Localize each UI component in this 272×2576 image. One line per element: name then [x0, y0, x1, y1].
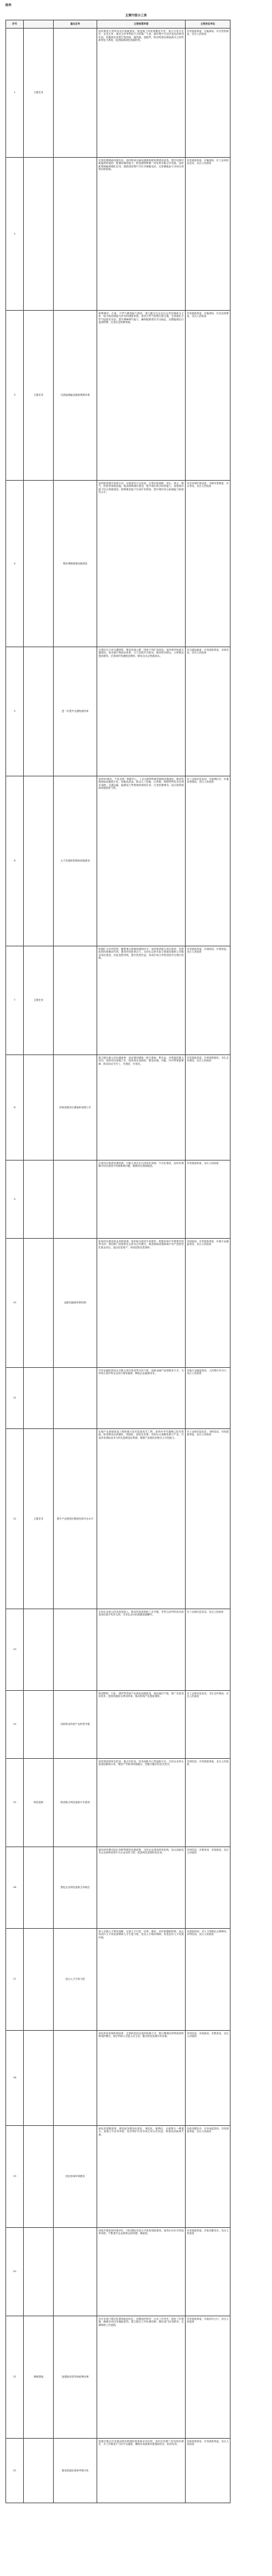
- row-owners: 市住房城乡建设委、市城市管理委、市水务局，各区人民政府: [186, 481, 231, 647]
- row-measures: 完善项目推进协调机制，对重大项目实行清单化管理、节点化推进，及时协调解决项目建设中的困难和问题，确保项目按期推进。: [97, 1161, 186, 1239]
- row-index: 15: [6, 1759, 24, 1847]
- row-category: 科技创新: [24, 1759, 54, 1847]
- row-index: 12: [6, 1429, 24, 1609]
- row-category: [24, 1161, 54, 1239]
- row-category: 主要任务: [24, 311, 54, 481]
- row-measures: 实施产业基础再造工程和重大技术装备攻关工程，加快补齐关键核心技术短板。推动制造业高端化、智能化、绿色化发展，培育壮大战略性新兴产业，打造具有国际竞争力的先进制造业集群，增强产业链供应链自主可控能力。: [97, 1429, 186, 1609]
- table-row: [6, 1429, 231, 1609]
- row-task: 推进城镇基础设施建设: [54, 481, 97, 647]
- row-measures: 完善综合立体交通网络，推进高速公路、国省干线扩容改造，加快城市轨道交通建设。优化港口集疏运体系，大力发展多式联运，推动铁水联运、公铁联运提质增效。完善城乡物流配送网络，降低全社会物流成本。: [97, 647, 186, 776]
- table-row: [6, 1929, 231, 2031]
- row-task: [54, 946, 97, 1055]
- row-category: [24, 2031, 54, 2126]
- row-category: [24, 2228, 54, 2316]
- row-category: [24, 481, 54, 647]
- task-table: [5, 20, 231, 2503]
- row-category: [24, 647, 54, 776]
- row-measures: 加快推进城市更新行动，实施老旧小区改造，完善市政道路、供水、排水、燃气、供热等基础设施。推进海绵城市建设，提升城市排水防涝能力，加强城市地下综合管廊建设，统筹推进地下空间开发利用，提升城市综合承载能力和韧性水平。: [97, 481, 186, 647]
- row-task: [54, 29, 97, 158]
- table-row: [6, 2439, 231, 2503]
- row-owners: 市科技局、市财政局、市教育局，各区人民政府: [186, 2031, 231, 2126]
- row-owners: 市财政局、市发展改革委、市地方金融监管局，各区人民政府: [186, 1239, 231, 1368]
- table-row: [6, 1239, 231, 1368]
- table-row: [6, 946, 231, 1055]
- row-measures: 引导金融机构加大对重大项目的信贷支持力度，创新金融产品和服务方式，支持符合条件的企业发行债券融资，降低企业融资成本。: [97, 1368, 186, 1429]
- table-body: [6, 29, 231, 2503]
- row-owners: 市发展改革委，各区人民政府: [186, 1161, 231, 1239]
- row-owners: 市交通运输委、市发展改革委、市商务局，各区人民政府: [186, 647, 231, 776]
- row-category: [24, 1691, 54, 1759]
- row-task: [54, 1368, 97, 1429]
- row-index: 16: [6, 1847, 24, 1929]
- row-measures: 深化科技体制机制改革，完善科技项目组织管理方式，推行揭榜挂帅等新型科研组织模式，赋予科研人员更大自主权，健全科技成果评价体系。: [97, 2031, 186, 2126]
- row-measures: 深入实施人才强市战略，完善人才引进、培养、使用、评价和激励机制，加大高层次人才和急需紧缺人才引进力度，优化人才服务保障，营造良好人才发展环境。: [97, 1929, 186, 2031]
- row-index: 22: [6, 2439, 24, 2503]
- row-measures: 持续开展营商环境评价，对标国际先进水平查找短板弱项，加快出台针对性改革举措，不断提升企业和群众获得感、满意度。: [97, 2228, 186, 2316]
- row-owners: 市委组织部、市人力资源社会保障局、市科技局，各区人民政府: [186, 1929, 231, 2031]
- row-index: 8: [6, 1055, 24, 1161]
- row-category: 主要任务: [24, 946, 54, 1055]
- row-index: 20: [6, 2228, 24, 2316]
- row-index: 9: [6, 1161, 24, 1239]
- row-task: 优化营商环境建设: [54, 2126, 97, 2228]
- row-owners: 市政府督查室、市发展改革委，各区人民政府: [186, 2439, 231, 2503]
- row-owners: 市地方金融监管局、人民银行市分行，各区人民政府: [186, 1368, 231, 1429]
- row-category: [24, 1929, 54, 2031]
- row-category: 主要任务: [24, 29, 54, 158]
- table-row: [6, 1759, 231, 1847]
- row-owners: 市发展改革委、市政府办公厅，各区人民政府: [186, 2316, 231, 2439]
- row-owners: 市发展改革委、市能源局、市应急管理局，各区人民政府: [186, 311, 231, 481]
- row-measures: 加快建设国家实验室、重点实验室、技术创新中心等创新平台，支持企业牵头组建创新联合体，推进产学研用深度融合，加强关键共性技术攻关。: [97, 1759, 186, 1847]
- row-category: [24, 1609, 54, 1691]
- row-owners: 市工业和信息化局、市生态环境局，各区人民政府: [186, 1691, 231, 1759]
- row-measures: 统筹煤炭、石油、天然气储备能力建设，建立健全以企业社会责任储备为主体、地方政府储备为补充的储备体系。加快天然气管网互联互通，完善液化天然气接收站布局，提升调峰储气能力，确保能源供应安全稳定。加强能源运行监测预警，完善应急保障预案。: [97, 311, 186, 481]
- table-row: [6, 1368, 231, 1429]
- row-index: 17: [6, 1929, 24, 2031]
- row-task: [54, 158, 97, 311]
- row-task: 加强组织领导和统筹协调: [54, 2316, 97, 2439]
- table-row: [6, 776, 231, 946]
- header-measures: 主要政策举措: [97, 20, 186, 29]
- row-task: 强化企业科技创新主体地位: [54, 1847, 97, 1929]
- row-task: 提升产业链供应链韧性和安全水平: [54, 1429, 97, 1609]
- row-index: 18: [6, 2031, 24, 2126]
- header-index: 序号: [6, 20, 24, 29]
- row-measures: 加快推进大型风电光伏基地建设，推进海上风电规模化开发，加大分布式光伏、农光互补、渔光互补等利用方式的推广力度，做好集中式光伏电站的规划布局，因地制宜发展生物质能、地热能、氢能等，推动构建以新能源为主体的新型电力系统，促进能源绿色低碳转型。: [97, 29, 186, 158]
- row-task: 完善能源输送储备保障体系: [54, 311, 97, 481]
- row-index: 10: [6, 1239, 24, 1368]
- header-owners: 主要责任单位: [186, 20, 231, 29]
- row-owners: 市发展改革委、市能源局、市自然资源局，各区人民政府: [186, 29, 231, 158]
- row-index: 5: [6, 647, 24, 776]
- header-task: 重点任务: [54, 20, 97, 29]
- table-header-row: [6, 20, 231, 29]
- row-task: [54, 1609, 97, 1691]
- row-owners: 市政务服务办、市市场监管局、市发展改革委，各区人民政府: [186, 2126, 231, 2228]
- row-index: 1: [6, 29, 24, 158]
- table-row: [6, 481, 231, 647]
- table-row: [6, 1161, 231, 1239]
- row-owners: 市科技局、市发展改革委，各区人民政府: [186, 1759, 231, 1847]
- row-measures: 加强对重点任务落实情况的跟踪督查和评估问效，及时总结推广好经验好做法，对工作推进不力的予以通报，确保各项政策举措落到实处、取得实效。: [97, 2439, 186, 2503]
- row-task: 大力发展新型基础设施建设: [54, 776, 97, 946]
- row-measures: 各区各部门要切实提高政治站位，加强组织领导，压实工作责任，细化工作措施，确保各项任务落地见效。建立健全工作协调机制，强化部门协同联动，定期调度工作进展。: [97, 2316, 186, 2439]
- document-title: 主要内容分工表: [125, 14, 147, 18]
- row-index: 3: [6, 311, 24, 481]
- row-index: 4: [6, 481, 24, 647]
- row-index: 21: [6, 2316, 24, 2439]
- row-category: [24, 2439, 54, 2503]
- table-row: [6, 29, 231, 158]
- table-row: [6, 2031, 231, 2126]
- row-category: [24, 1239, 54, 1368]
- row-measures: 支持企业加大技术改造投入，推动设备更新和工艺升级，对符合条件的技术改造项目给予奖补支持，引导企业向价值链高端攀升。: [97, 1609, 186, 1691]
- row-measures: 建立健全重大项目储备库，滚动谋划储备一批打基础、利长远、补短板的重大项目。加快项目前期工作，提高项目成熟度，强化用地、用能、环评等要素保障，推动项目早开工、早建设、早见效。: [97, 1055, 186, 1161]
- row-measures: 积极扩大有效投资，聚焦重点领域和薄弱环节，加快推进重大项目建设，发挥政府投资撬动作用，激发民间投资活力，支持社会资本参与基础设施和公共服务项目建设，优化投资结构，提升投资效益，形成市场主导的投资内生增长机制。: [97, 946, 186, 1055]
- table-row: [6, 1055, 231, 1161]
- table-row: [6, 2126, 231, 2228]
- row-index: 2: [6, 158, 24, 311]
- row-task: 持续加强项目储备和前期工作: [54, 1055, 97, 1161]
- row-task: [54, 2031, 97, 2126]
- row-category: 主要任务: [24, 1429, 54, 1609]
- table-row: [6, 1609, 231, 1691]
- row-owners: 市发展改革委、市政务服务办，各区人民政府: [186, 2228, 231, 2316]
- row-owners: 市科技局、市税务局、市财政局，各区人民政府: [186, 1847, 231, 1929]
- row-measures: 完善电网基础设施布局，加快特高压输电通道和配电网建设改造，提升电网对新能源的接纳、配置和调控能力。推进源网荷储一体化和多能互补发展，加快新型储能规模化应用，鼓励建设集中式共享储能电站，完善储能参与市场交易的价格机制。: [97, 158, 186, 311]
- row-category: [24, 158, 54, 311]
- table-row: [6, 2228, 231, 2316]
- row-task: 创新投融资体制机制: [54, 1239, 97, 1368]
- row-owners: 市工业和信息化局、市科技局、市发展改革委，各区人民政府: [186, 1429, 231, 1609]
- row-index: 19: [6, 2126, 24, 2228]
- row-task: 加快推动传统产业转型升级: [54, 1691, 97, 1759]
- row-category: [24, 1368, 54, 1429]
- row-task: 加大人才引育力度: [54, 1929, 97, 2031]
- row-task: [54, 2228, 97, 2316]
- table-row: [6, 311, 231, 481]
- row-category: [24, 1055, 54, 1161]
- row-owners: 市发展改革委、市规划资源局、市生态环境局，各区人民政府: [186, 1055, 231, 1161]
- row-owners: 市发展改革委、市能源局、市工业和信息化局，各区人民政府: [186, 158, 231, 311]
- row-measures: 落实研发费用加计扣除等税收优惠政策，支持企业建设研发机构，加大高新技术企业和科技型中小企业培育力度，促进科技成果转化应用。: [97, 1847, 186, 1929]
- row-index: 7: [6, 946, 24, 1055]
- row-category: [24, 1847, 54, 1929]
- table-row: [6, 158, 231, 311]
- row-task: 强化督促检查和考核评估: [54, 2439, 97, 2503]
- row-category: 保障措施: [24, 2316, 54, 2439]
- row-task: [54, 1161, 97, 1239]
- row-measures: 拓宽项目建设资金来源渠道，用好地方政府专项债券，积极争取中央预算内投资支持。规范推广政府和社会资本合作模式，推进基础设施领域不动产投资信托基金试点，盘活存量资产，形成投资良性循环。: [97, 1239, 186, 1368]
- row-owners: 市工业和信息化局，各区人民政府: [186, 1609, 231, 1691]
- attachment-label: 附件: [5, 4, 12, 7]
- row-task: 推进重大科技创新平台建设: [54, 1759, 97, 1847]
- row-measures: 加快5G基站、千兆光网、数据中心、工业互联网等新型基础设施建设，推进传统基础设施数字化、智能化改造。推动人工智能、区块链、物联网等技术在城市治理、交通运输、能源电力等领域的深度应用，打造智慧城市。加大新型基础设施投资力度。: [97, 776, 186, 946]
- row-index: 14: [6, 1691, 24, 1759]
- row-index: 13: [6, 1609, 24, 1691]
- row-index: 6: [6, 776, 24, 946]
- row-index: 11: [6, 1368, 24, 1429]
- row-category: [24, 776, 54, 946]
- table-row: [6, 2316, 231, 2439]
- row-measures: 推进钢铁、石化、建材等传统产业绿色低碳改造，淘汰落后产能，推广先进适用技术，提高资源综合利用效率，推动传统产业提质增效。: [97, 1691, 186, 1759]
- row-category: [24, 2126, 54, 2228]
- row-measures: 深化放管服改革，推进政务服务标准化、规范化、便利化，全面推行一网通办。加强公平竞争审查，依法保护各类市场主体合法权益，构建亲清政商关系。: [97, 2126, 186, 2228]
- table-row: [6, 1847, 231, 1929]
- header-category: [24, 20, 54, 29]
- row-owners: 市发展改革委、市财政局、市国资委，各区人民政府: [186, 946, 231, 1055]
- row-owners: 市工业和信息化局、市委网信办、市通信管理局，各区人民政府: [186, 776, 231, 946]
- table-row: [6, 647, 231, 776]
- row-task: 进一步提升交通物流效率: [54, 647, 97, 776]
- table-row: [6, 1691, 231, 1759]
